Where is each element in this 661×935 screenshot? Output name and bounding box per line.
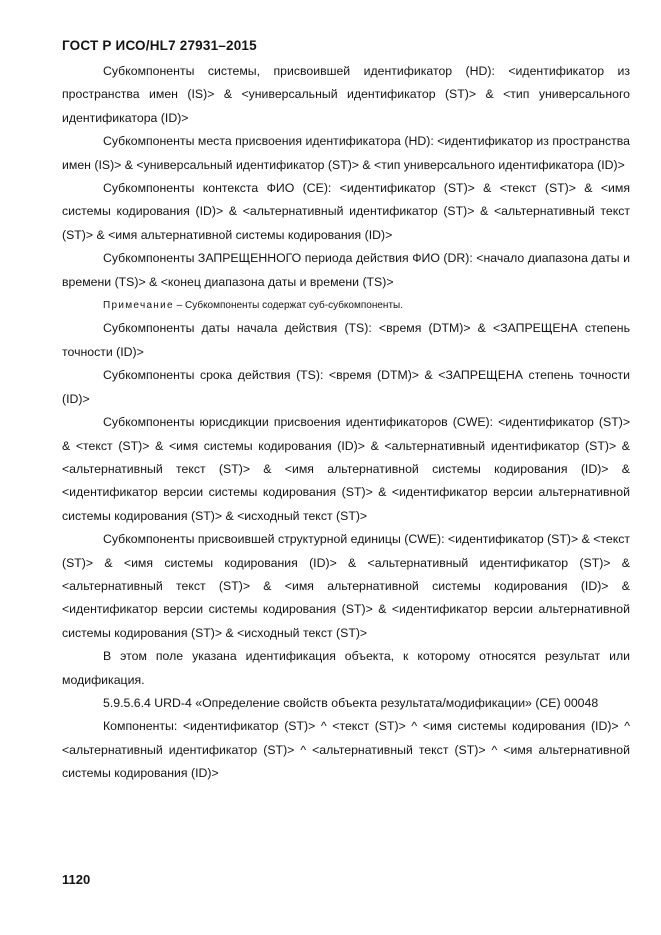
note-text: – Субкомпоненты содержат суб-субкомпоненты.: [173, 300, 403, 312]
page-number: 1120: [62, 872, 91, 887]
paragraph-dr-name-validity: Субкомпоненты ЗАПРЕЩЕННОГО периода действия ФИО (DR): <начало диапазона даты и времени (TS)> & <конец диапазона даты и времени (TS)>: [62, 251, 630, 289]
section-heading-urd-4: 5.9.5.6.4 URD-4 «Определение свойств объекта результата/модификации» (CE) 00048: [103, 695, 599, 710]
paragraph-ts-effective-date: Субкомпоненты даты начала действия (TS): <время (DTM)> & <ЗАПРЕЩЕНА степень точности (ID)>: [62, 321, 630, 359]
document-body: [62, 60, 630, 786]
paragraph-hd-assigning-system: Субкомпоненты системы, присвоившей идентификатор (HD): <идентификатор из пространства имен (IS)> & <универсальный идентификатор (ST)> & <тип универсального идентификатора (ID)>: [62, 64, 630, 125]
paragraph-ce-name-context: Субкомпоненты контекста ФИО (CE): <идентификатор (ST)> & <текст (ST)> & <имя системы кодирования (ID)> & <альтернативный идентификатор (ST)> & <альтернативный текст (ST)> & <имя альтернативной системы кодирования (ID)>: [62, 181, 630, 242]
paragraph-ts-expiration: Субкомпоненты срока действия (TS): <время (DTM)> & <ЗАПРЕЩЕНА степень точности (ID)>: [62, 368, 630, 406]
paragraph-cwe-department: Субкомпоненты присвоившей структурной единицы (CWE): <идентификатор (ST)> & <текст (ST)> & <имя системы кодирования (ID)> & <альтернативный идентификатор (ST)> & <альтернативный текст (ST)> & <имя альтернативной системы кодирования (ID)> & <идентификатор версии системы кодирования (ST)> & <идентификатор версии альтернативной системы кодирования (ST)> & <исходный текст (ST)>: [62, 532, 631, 640]
paragraph-cwe-jurisdiction: Субкомпоненты юрисдикции присвоения идентификаторов (CWE): <идентификатор (ST)> & <текст (ST)> & <имя системы кодирования (ID)> & <альтернативный идентификатор (ST)> & <альтернативный текст (ST)> & <имя альтернативной системы кодирования (ID)> & <идентификатор версии системы кодирования (ST)> & <идентификатор версии альтернативной системы кодирования (ST)> & <исходный текст (ST)>: [62, 415, 630, 523]
note: [62, 294, 630, 317]
paragraph-components: Компоненты: <идентификатор (ST)> ^ <текст (ST)> ^ <имя системы кодирования (ID)> ^ <альтернативный идентификатор (ST)> ^ <альтернативный текст (ST)> ^ <имя альтернативной системы кодирования (ID)>: [62, 719, 630, 781]
document-header: ГОСТ Р ИСО/HL7 27931–2015: [62, 38, 257, 53]
note-label: Примечание: [103, 300, 174, 312]
paragraph-hd-assigning-place: Субкомпоненты места присвоения идентификатора (HD): <идентификатор из пространства имен (IS)> & <универсальный идентификатор (ST)> & <тип универсального идентификатора (ID)>: [62, 134, 630, 172]
paragraph-field-description: В этом поле указана идентификация объекта, к которому относятся результат или модификация.: [62, 649, 630, 687]
